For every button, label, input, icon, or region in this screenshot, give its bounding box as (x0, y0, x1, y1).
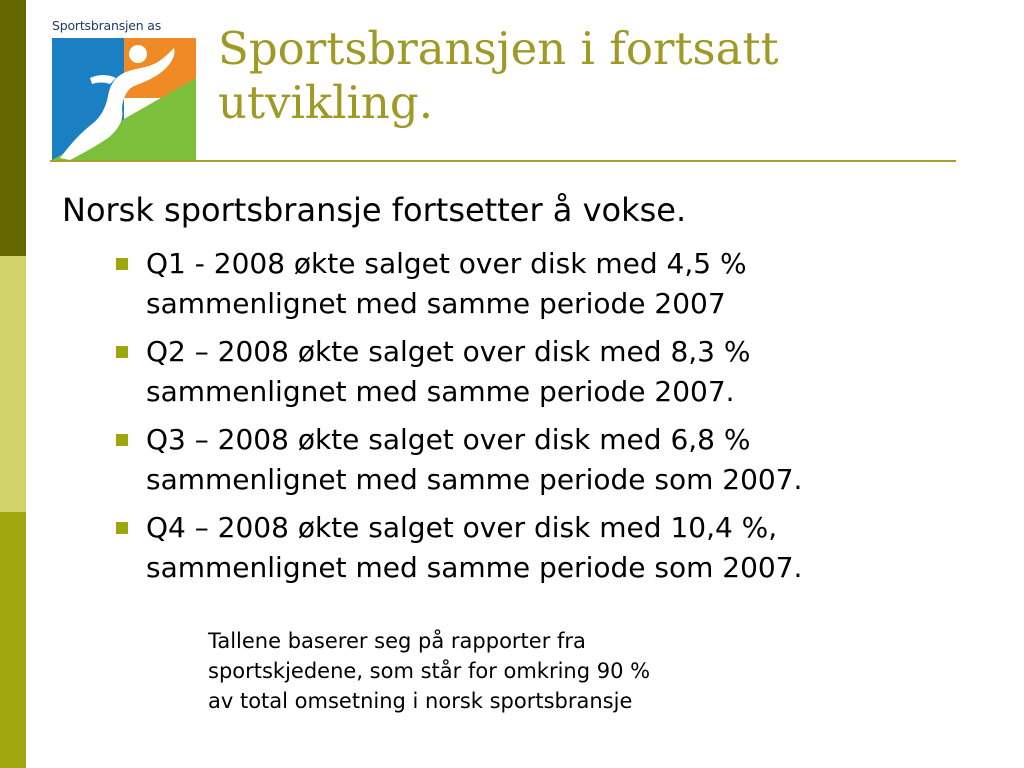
logo-wordmark: Sportsbransjen as (52, 18, 162, 33)
slide-title (218, 22, 918, 130)
title-divider (50, 160, 956, 162)
bullet-item-q3 (114, 420, 994, 500)
bullet-item-q4 (114, 508, 994, 588)
side-bar-middle-segment (0, 256, 26, 512)
bullet-item-q2 (114, 332, 994, 412)
square-bullet-icon (116, 434, 128, 446)
bullet-item-q1 (114, 244, 994, 324)
logo-runner-icon (52, 38, 196, 160)
lead-statement: Norsk sportsbransje fortsetter å vokse. (62, 191, 687, 229)
slide-title-line-2: utvikling. (218, 76, 434, 129)
square-bullet-icon (116, 522, 128, 534)
bullet-text-line-1: Q1 - 2008 økte salget over disk med 4,5 % (146, 247, 747, 280)
bullet-text-line-1: Q2 – 2008 økte salget over disk med 8,3 % (146, 335, 751, 368)
square-bullet-icon (116, 258, 128, 270)
side-color-bar (0, 0, 26, 768)
bullet-list (114, 244, 994, 596)
side-bar-bottom-segment (0, 512, 26, 768)
side-bar-top-segment (0, 0, 26, 256)
bullet-text-line-2: sammenlignet med samme periode 2007 (146, 287, 726, 320)
footnote-line-1: Tallene baserer seg på rapporter fra (208, 629, 586, 653)
square-bullet-icon (116, 346, 128, 358)
company-logo (50, 18, 198, 163)
footnote-line-2: sportskjedene, som står for omkring 90 % (208, 659, 651, 683)
bullet-text-line-2: sammenlignet med samme periode 2007. (146, 375, 735, 408)
bullet-text-line-1: Q4 – 2008 økte salget over disk med 10,4 %, (146, 511, 778, 544)
footnote-line-3: av total omsetning i norsk sportsbransje (208, 689, 633, 713)
bullet-text-line-1: Q3 – 2008 økte salget over disk med 6,8 % (146, 423, 751, 456)
bullet-text-line-2: sammenlignet med samme periode som 2007. (146, 551, 803, 584)
source-footnote (208, 626, 808, 716)
slide-title-line-1: Sportsbransjen i fortsatt (218, 22, 779, 75)
bullet-text-line-2: sammenlignet med samme periode som 2007. (146, 463, 803, 496)
